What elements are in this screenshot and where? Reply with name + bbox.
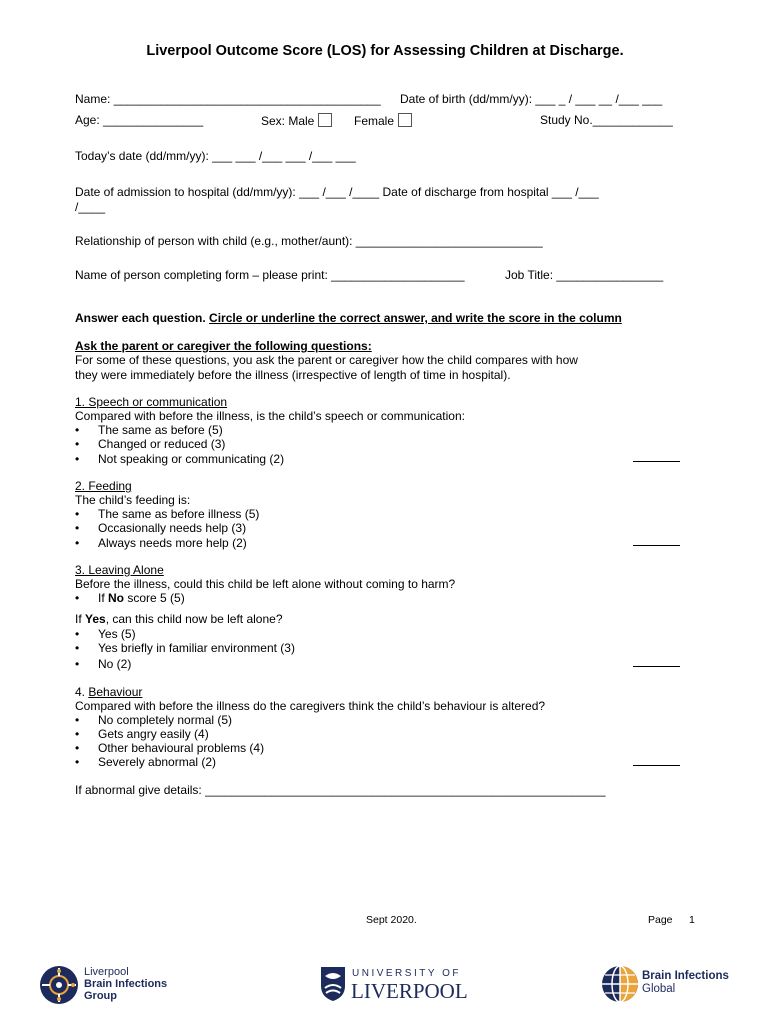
- q4-heading: 4. Behaviour: [75, 685, 143, 699]
- lbig-logo: [38, 964, 178, 1004]
- footer-page-number: 1: [689, 914, 695, 926]
- lbig-text-line3: Group: [84, 990, 117, 1002]
- completer-name-field[interactable]: Name of person completing form – please print: ____________________: [75, 268, 465, 282]
- sex-field: [261, 113, 332, 128]
- footer-page-label: Page: [648, 914, 673, 926]
- uol-text-bottom: LIVERPOOL: [351, 979, 468, 1003]
- q2-heading: 2. Feeding: [75, 479, 132, 493]
- admission-discharge-field[interactable]: Date of admission to hospital (dd/mm/yy): ___ /___ /____ Date of discharge from hospital ___ /___: [75, 185, 599, 199]
- q1-prompt: Compared with before the illness, is the child’s speech or communication:: [75, 409, 465, 423]
- q1-score-line[interactable]: [633, 461, 680, 462]
- page-title: Liverpool Outcome Score (LOS) for Assessing Children at Discharge.: [146, 43, 624, 59]
- q2-score-line[interactable]: [633, 545, 680, 546]
- uol-logo: [320, 966, 470, 1006]
- q3-score-line[interactable]: [633, 666, 680, 667]
- big-logo: [600, 964, 740, 1004]
- big-text-line1: Brain Infections: [642, 970, 729, 982]
- ask-text-line2: they were immediately before the illness (irrespective of length of time in hospital).: [75, 368, 511, 382]
- uol-text-top: UNIVERSITY OF: [352, 968, 461, 979]
- q3-prompt: Before the illness, could this child be left alone without coming to harm?: [75, 577, 456, 591]
- female-field: [354, 113, 412, 128]
- sex-female-label: Female: [354, 114, 395, 128]
- male-checkbox[interactable]: [318, 113, 332, 127]
- relationship-field[interactable]: Relationship of person with child (e.g., mother/aunt): ____________________________: [75, 234, 543, 248]
- todays-date-field[interactable]: Today’s date (dd/mm/yy): ___ ___ /___ ___ /___ ___: [75, 149, 356, 163]
- uol-crest-icon: [320, 966, 346, 1002]
- admission-discharge-cont[interactable]: /____: [75, 200, 106, 214]
- job-title-field[interactable]: Job Title: ________________: [505, 268, 664, 282]
- age-field[interactable]: Age: _______________: [75, 113, 204, 127]
- big-globe-icon: [600, 964, 640, 1004]
- footer-date: Sept 2020.: [366, 914, 417, 926]
- q4-score-line[interactable]: [633, 765, 680, 766]
- ask-heading: Ask the parent or caregiver the following questions:: [75, 339, 372, 353]
- lbig-text-line2: Brain Infections: [84, 978, 168, 990]
- dob-field[interactable]: Date of birth (dd/mm/yy): ___ _ / ___ __ /___ ___: [400, 92, 663, 106]
- q2-prompt: The child’s feeding is:: [75, 493, 191, 507]
- q4-prompt: Compared with before the illness do the caregivers think the child’s behaviour is altered?: [75, 699, 546, 713]
- name-field[interactable]: Name: ________________________________________: [75, 92, 381, 106]
- abnormal-details-field[interactable]: If abnormal give details: ____________________________________________________________: [75, 783, 606, 797]
- q3-if-yes: If Yes, can this child now be left alone?: [75, 612, 283, 626]
- study-no-field[interactable]: Study No.____________: [540, 113, 673, 127]
- answer-instruction: Answer each question. Circle or underline the correct answer, and write the score in the column: [75, 311, 622, 325]
- lbig-emblem-icon: [38, 964, 80, 1006]
- q3-heading: 3. Leaving Alone: [75, 563, 164, 577]
- female-checkbox[interactable]: [398, 113, 412, 127]
- lbig-text-line1: Liverpool: [84, 966, 129, 978]
- big-text-line2: Global: [642, 983, 676, 995]
- ask-text-line1: For some of these questions, you ask the parent or caregiver how the child compares with how: [75, 353, 578, 367]
- sex-male-label: Sex: Male: [261, 114, 315, 128]
- q1-heading: 1. Speech or communication: [75, 395, 228, 409]
